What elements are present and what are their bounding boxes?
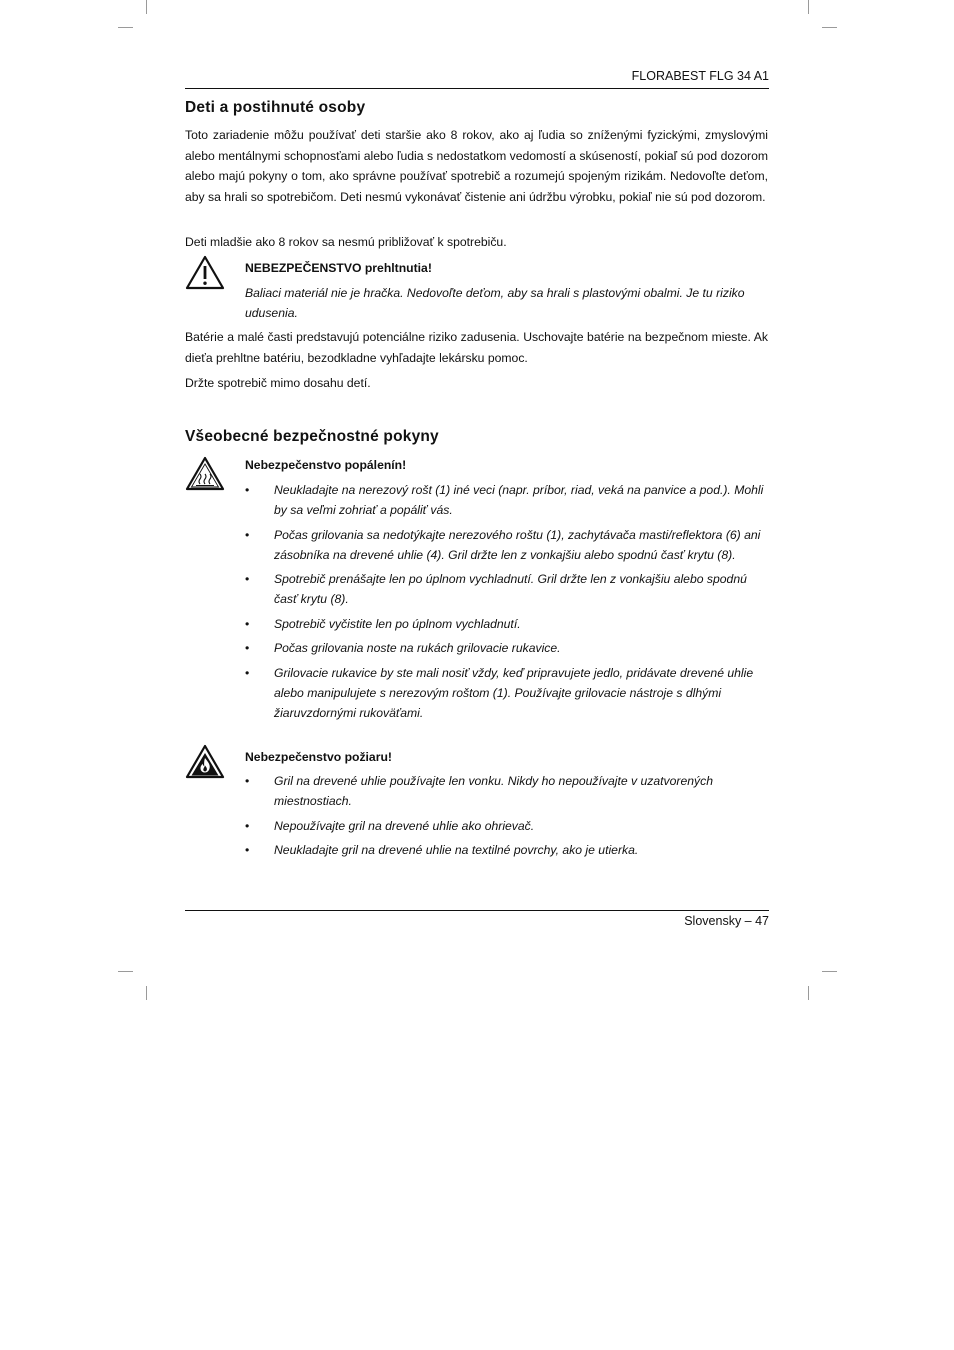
crop-mark <box>118 27 133 28</box>
list-item: • Neukladajte na nerezový rošt (1) iné veci (napr. príbor, riad, veká na panvice a pod.). Mohli by sa veľmi zohriať a popáliť vás. <box>245 480 768 520</box>
list-item: • Počas grilovania noste na rukách grilovacie rukavice. <box>245 638 768 658</box>
bullet-icon: • <box>245 527 250 542</box>
bullet-icon: • <box>245 774 250 788</box>
crop-mark <box>808 0 809 14</box>
burn-warnings-list <box>245 480 768 727</box>
paragraph-children-usage: Toto zariadenie môžu používať deti staršie ako 8 rokov, ako aj ľudia so zníženými fyzickými, zmyslovými alebo mentálnymi schopnosťami alebo ľudia s nedostatkom vedomostí a skúseností, pokiaľ sú pod dozorom alebo majú pokyny o tom, ako správne používať spotrebič a rozumejú spojeným rizikám. Nedovoľte deťom, aby sa hrali so spotrebičom. Deti nesmú vykonávať čistenie ani údržbu výrobku, pokiaľ nie sú pod dozorom. <box>185 128 768 204</box>
section-heading-children: Deti a postihnuté osoby <box>185 99 366 116</box>
header-product-title: FLORABEST FLG 34 A1 <box>631 69 769 83</box>
paragraph-batteries: Batérie a malé časti predstavujú potenciálne riziko zadusenia. Uschovajte batérie na bezpečnom mieste. Ak dieťa prehltne batériu, bezodkladne vyhľadajte lekársku pomoc. <box>185 330 768 365</box>
footer-page-number: Slovensky – 47 <box>684 914 769 928</box>
list-item: • Nepoužívajte gril na drevené uhlie ako ohrievač. <box>245 816 768 836</box>
paragraph-children-age: Deti mladšie ako 8 rokov sa nesmú približovať k spotrebiču. <box>185 235 507 249</box>
bullet-icon: • <box>245 818 250 833</box>
fire-warnings-list <box>245 771 768 865</box>
list-item: • Spotrebič vyčistite len po úplnom vychladnutí. <box>245 614 768 634</box>
warning-text-packaging: Baliaci materiál nie je hračka. Nedovoľte deťom, aby sa hrali s plastovými obalmi. Je tu riziko udusenia. <box>245 286 745 320</box>
bullet-icon: • <box>245 572 250 586</box>
list-item: • Grilovacie rukavice by ste mali nosiť vždy, keď pripravujete jedlo, pridávate drevené uhlie alebo manipulujete s nerezovým roštom (1). Používajte grilovacie nástroje s dlhými žiaruvzdornými rukoväťami. <box>245 663 768 723</box>
bullet-icon: • <box>245 843 250 857</box>
crop-mark <box>808 986 809 1000</box>
crop-mark <box>822 27 837 28</box>
bullet-icon: • <box>245 616 250 631</box>
crop-mark <box>822 971 837 972</box>
warning-title-burns: Nebezpečenstvo popálenín! <box>245 458 407 472</box>
crop-mark <box>146 986 147 1000</box>
list-item: • Spotrebič prenášajte len po úplnom vychladnutí. Gril držte len z vonkajšiu alebo spodnú časť krytu (8). <box>245 569 768 609</box>
warning-title-fire: Nebezpečenstvo požiaru! <box>245 750 392 764</box>
list-item: • Gril na drevené uhlie používajte len vonku. Nikdy ho nepoužívajte v uzatvorených miestnostiach. <box>245 771 768 811</box>
crop-mark <box>118 971 133 972</box>
bullet-icon: • <box>245 641 250 655</box>
list-item: • Počas grilovania sa nedotýkajte nerezového roštu (1), zachytávača masti/reflektora (6) ani zásobníka na drevené uhlie (4). Gril držte len z vonkajšiu alebo spodnú časť krytu (8). <box>245 525 768 565</box>
footer-rule <box>185 910 769 911</box>
hot-surface-icon <box>185 456 225 492</box>
warning-triangle-icon <box>185 255 225 291</box>
crop-mark <box>146 0 147 14</box>
bullet-icon: • <box>245 483 250 497</box>
paragraph-keep-away: Držte spotrebič mimo dosahu detí. <box>185 376 371 390</box>
warning-title-swallowing: NEBEZPEČENSTVO prehltnutia! <box>245 261 432 275</box>
header-rule <box>185 88 769 89</box>
fire-hazard-icon <box>185 744 225 780</box>
bullet-icon: • <box>245 665 250 680</box>
list-item: • Neukladajte gril na drevené uhlie na textilné povrchy, ako je utierka. <box>245 840 768 860</box>
section-heading-general-safety: Všeobecné bezpečnostné pokyny <box>185 428 439 445</box>
